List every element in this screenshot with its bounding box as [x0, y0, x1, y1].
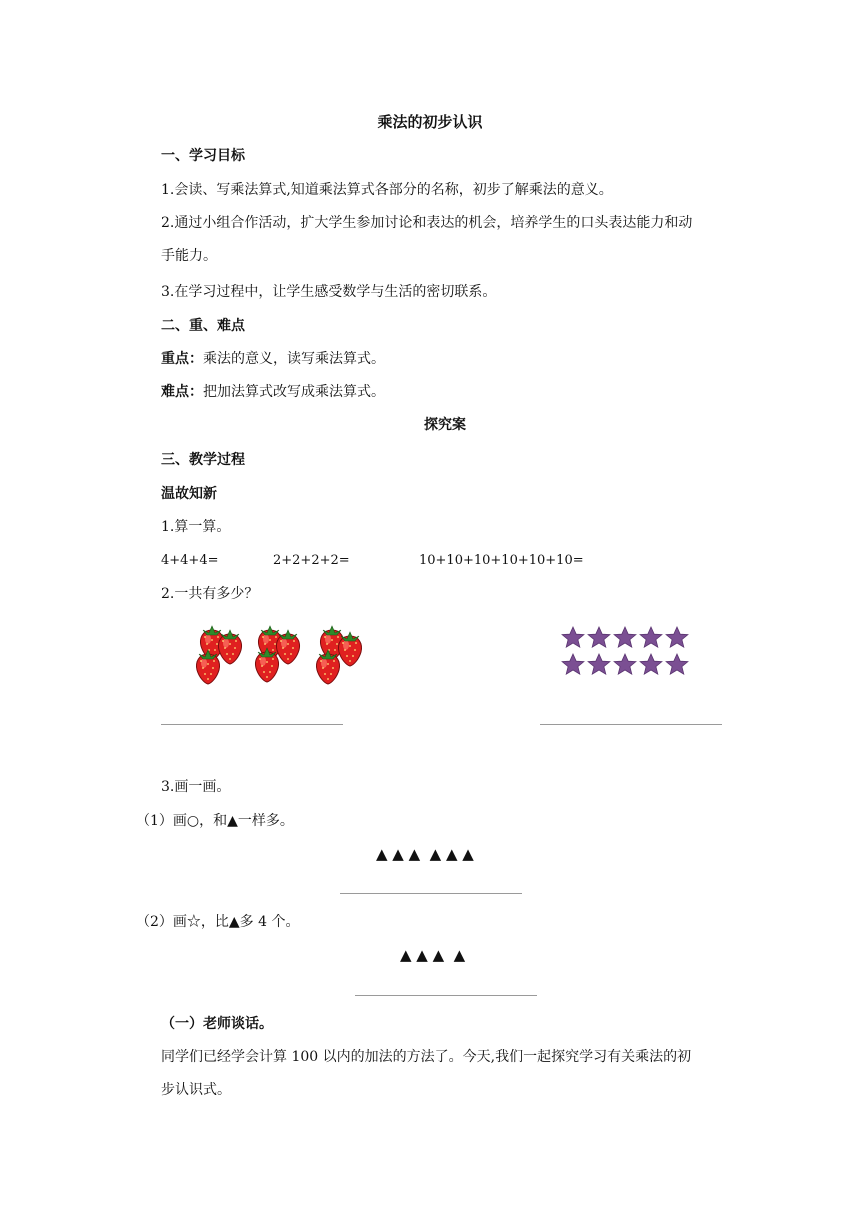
strawberry-group-3 — [316, 626, 361, 684]
strawberry-group-2 — [255, 626, 299, 682]
question-2: 2.一共有多少？ — [161, 586, 259, 602]
star-icon — [614, 654, 636, 674]
expression-1: 4+4+4= — [161, 553, 219, 568]
answer-line-strawberries[interactable] — [161, 724, 343, 725]
question-3-part-2: （2）画☆，比▲多 4 个。 — [136, 914, 300, 930]
strawberry-icon — [255, 648, 278, 682]
section-heading-goals: 一、学习目标 — [161, 148, 245, 164]
expression-3: 10+10+10+10+10+10= — [419, 553, 584, 568]
key-point-text: 乘法的意义，读写乘法算式。 — [203, 351, 385, 367]
teacher-talk-line-2: 步认识式。 — [161, 1082, 231, 1098]
strawberries-image — [192, 624, 372, 694]
star-icon — [640, 654, 662, 674]
answer-line-stars[interactable] — [540, 724, 722, 725]
strawberry-icon — [338, 632, 361, 666]
difficult-point — [161, 382, 385, 402]
star-icon — [562, 654, 584, 674]
star-row-2 — [562, 654, 688, 674]
teacher-talk-line-1: 同学们已经学会计算 100 以内的加法的方法了。今天,我们一起探究学习有关乘法的初 — [161, 1049, 692, 1065]
key-point-label: 重点： — [161, 351, 203, 367]
star-icon — [666, 654, 688, 674]
section-heading-key-points: 二、重、难点 — [161, 318, 245, 334]
section-heading-process: 三、教学过程 — [161, 452, 245, 468]
strawberry-group-1 — [196, 626, 241, 684]
triangles-row-2: ▲ ▲ ▲ ▲ — [400, 946, 466, 964]
strawberry-icon — [218, 630, 241, 664]
teacher-talk-heading: （一）老师谈话。 — [161, 1016, 273, 1032]
star-row-1 — [562, 627, 688, 647]
star-icon — [562, 627, 584, 647]
strawberry-icon — [316, 650, 339, 684]
answer-line-stars-drawing[interactable] — [355, 995, 537, 996]
strawberry-icon — [196, 650, 219, 684]
question-1: 1.算一算。 — [161, 519, 231, 535]
strawberry-icon — [276, 630, 299, 664]
stars-image — [560, 624, 692, 678]
explore-title: 探究案 — [424, 417, 466, 433]
question-3-part-1: （1）画○，和▲一样多。 — [136, 813, 294, 829]
star-icon — [588, 654, 610, 674]
key-point — [161, 349, 385, 369]
triangles-row-1: ▲ ▲ ▲ ▲ ▲ ▲ — [376, 845, 474, 863]
goal-1: 1.会读、写乘法算式,知道乘法算式各部分的名称，初步了解乘法的意义。 — [161, 182, 613, 198]
question-3: 3.画一画。 — [161, 779, 231, 795]
answer-line-circles[interactable] — [340, 893, 522, 894]
goal-3: 3.在学习过程中，让学生感受数学与生活的密切联系。 — [161, 284, 497, 300]
review-heading: 温故知新 — [161, 486, 217, 502]
difficult-point-text: 把加法算式改写成乘法算式。 — [203, 384, 385, 400]
star-icon — [640, 627, 662, 647]
difficult-point-label: 难点： — [161, 384, 203, 400]
goal-2-line-2: 手能力。 — [161, 248, 217, 264]
star-icon — [666, 627, 688, 647]
star-icon — [614, 627, 636, 647]
expression-2: 2+2+2+2= — [273, 553, 350, 568]
page-title: 乘法的初步认识 — [377, 113, 483, 131]
star-icon — [588, 627, 610, 647]
goal-2-line-1: 2.通过小组合作活动，扩大学生参加讨论和表达的机会，培养学生的口头表达能力和动 — [161, 215, 693, 231]
